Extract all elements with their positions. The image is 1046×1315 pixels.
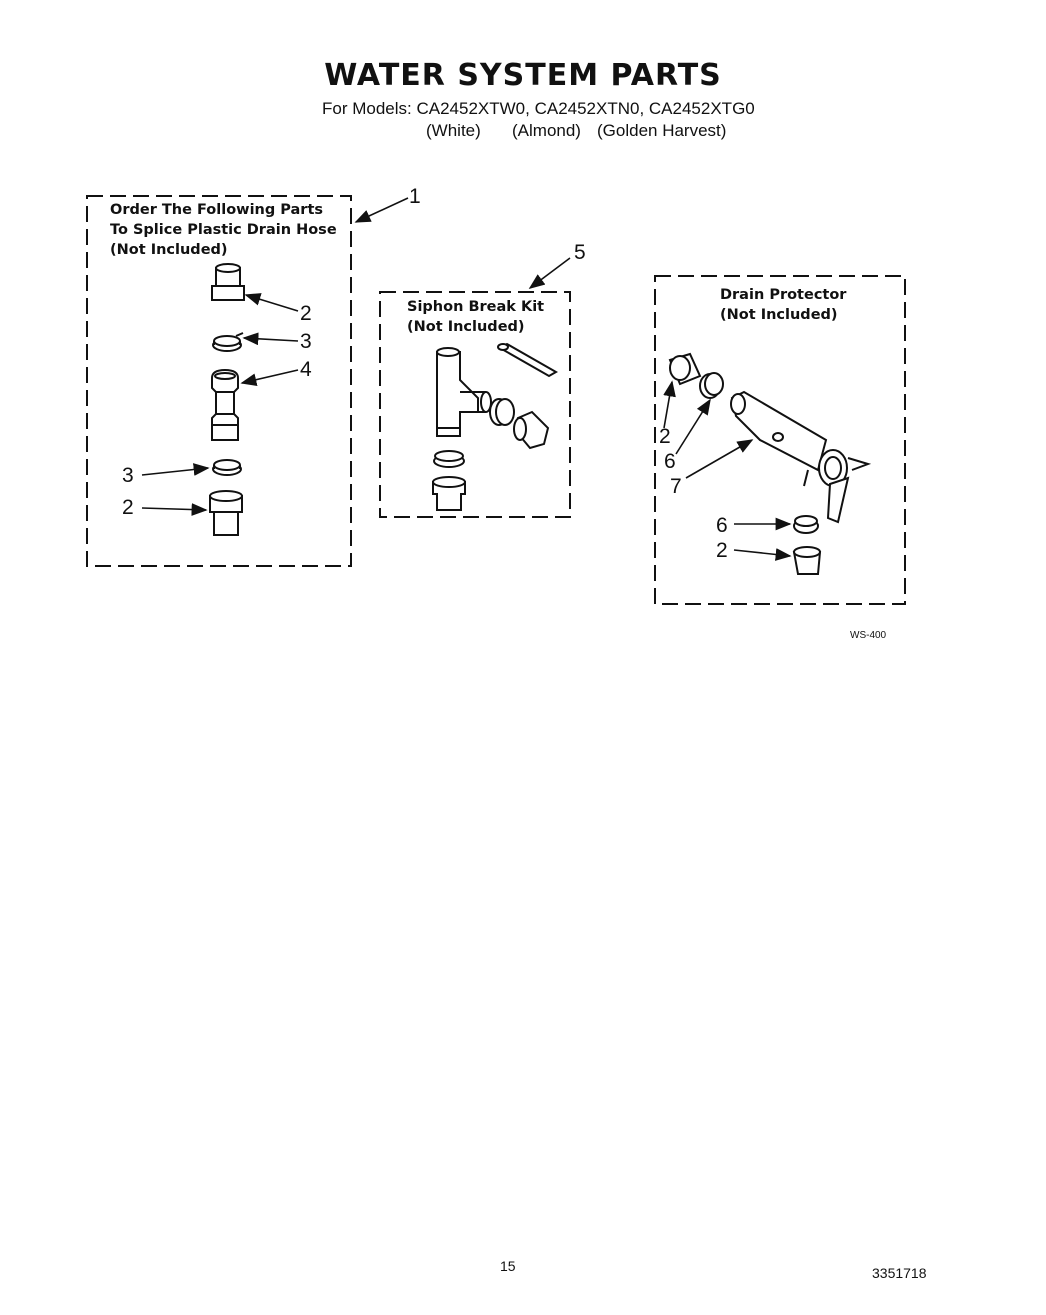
callout-7: 7 [670, 475, 682, 498]
clamp-part-bottom [213, 460, 241, 475]
drain-connector-bottom [794, 547, 820, 574]
siphon-clamp-side [490, 399, 514, 425]
drain-protector-label [720, 285, 846, 325]
callout-6a: 6 [664, 450, 676, 473]
callout-6b: 6 [716, 514, 728, 537]
drain-protector-body [731, 392, 868, 522]
page-title: WATER SYSTEM PARTS [324, 58, 722, 93]
tie-strap [498, 344, 556, 376]
callout-2c: 2 [659, 425, 671, 448]
page-number: 15 [500, 1258, 516, 1274]
siphon-connector-bottom [433, 477, 465, 510]
callout-3a: 3 [300, 330, 312, 353]
connector-part-bottom [210, 491, 242, 535]
siphon-clamp-bottom [434, 451, 464, 467]
callout-1: 1 [409, 185, 421, 208]
leader-1 [356, 198, 408, 222]
callout-2a: 2 [300, 302, 312, 325]
drain-connector-top [670, 354, 700, 384]
clamp-part-top [213, 333, 243, 351]
drain-label-line-2: (Not Included) [720, 307, 838, 323]
siphon-kit-label [407, 297, 544, 337]
figure-code: WS-400 [850, 630, 887, 641]
connector-part-top [212, 264, 244, 300]
drain-clamp-top [700, 373, 723, 398]
splice-label-line-3: (Not Included) [110, 242, 228, 258]
drain-clamp-bottom [794, 516, 818, 533]
document-number: 3351718 [872, 1265, 927, 1281]
leader-3a [244, 338, 298, 341]
leader-4 [242, 370, 298, 383]
color-almond: (Almond) [512, 121, 581, 140]
leader-2d [734, 550, 790, 556]
callout-3b: 3 [122, 464, 134, 487]
splice-label-line-1: Order The Following Parts [110, 202, 324, 218]
leader-3b [142, 468, 208, 475]
tee-fitting [437, 348, 491, 436]
coupling-part [212, 370, 238, 440]
splice-kit-label [110, 200, 337, 260]
callout-2d: 2 [716, 539, 728, 562]
color-golden-harvest: (Golden Harvest) [597, 121, 727, 140]
leader-7 [686, 440, 752, 478]
siphon-connector-side [514, 412, 548, 448]
callout-4: 4 [300, 358, 312, 381]
callout-2b: 2 [122, 496, 134, 519]
splice-label-line-2: To Splice Plastic Drain Hose [110, 222, 337, 238]
leader-6a [676, 400, 710, 454]
leader-2b [142, 508, 206, 510]
leader-2c [664, 382, 672, 428]
leader-5 [530, 258, 570, 288]
callout-5: 5 [574, 241, 586, 264]
drain-label-line-1: Drain Protector [720, 287, 847, 303]
leader-2a [246, 295, 298, 311]
models-line: For Models: CA2452XTW0, CA2452XTN0, CA2452XTG0 [322, 99, 755, 118]
color-white: (White) [426, 121, 481, 140]
siphon-label-line-2: (Not Included) [407, 319, 525, 335]
siphon-label-line-1: Siphon Break Kit [407, 299, 545, 315]
